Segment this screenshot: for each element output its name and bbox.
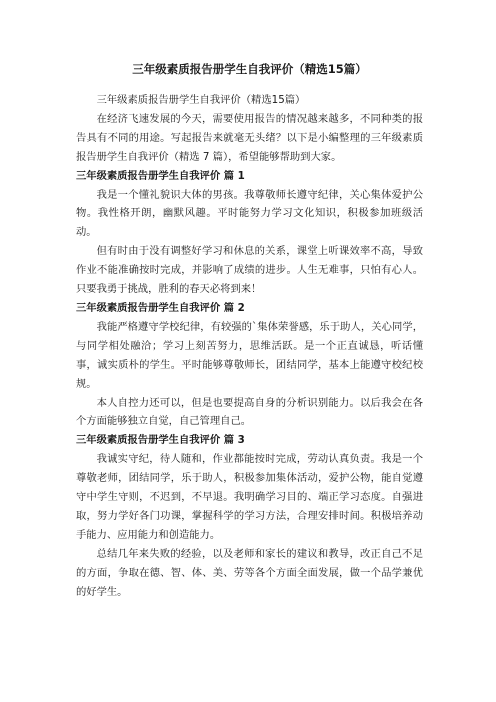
section-1-paragraph-2: 但有时由于没有调整好学习和休息的关系，课堂上听课效率不高，导致作业不能准确按时完成，并影响了成绩的进步。人生无难事，只怕有心人。只要我勇于挑战，胜利的春天必将到来！ — [76, 245, 423, 296]
section-3-paragraph-2: 总结几年来失败的经验，以及老师和家长的建议和教导，改正自己不足的方面，争取在德、智、体、美、劳等各个方面全面发展，做一个品学兼优的好学生。 — [76, 547, 423, 598]
document-page — [76, 62, 423, 601]
intro-paragraph: 在经济飞速发展的今天，需要使用报告的情况越来越多，不同种类的报告具有不同的用途。写起报告来就毫无头绪？以下是小编整理的三年级素质报告册学生自我评价（精选 7 篇），希望能够帮助到大家。 — [76, 112, 423, 163]
section-2-paragraph-1: 我能严格遵守学校纪律，有较强的`集体荣誉感，乐于助人，关心同学，与同学相处融洽；学习上刻苦努力，思维活跃。是一个正直诚恳，听话懂事，诚实质朴的学生。平时能够尊敬师长，团结同学，基本上能遵守校纪校规。 — [76, 320, 423, 390]
section-2-paragraph-2: 本人自控力还可以，但是也要提高自身的分析识别能力。以后我会在各个方面能够独立自觉，自己管理自己。 — [76, 396, 423, 428]
section-3-paragraph-1: 我诚实守纪，待人随和，作业都能按时完成，劳动认真负责。我是一个尊敬老师，团结同学，乐于助人，积极参加集体活动，爱护公物，能自觉遵守中学生守则，不迟到，不早退。我明确学习目的、端正学习态度。自强进取，努力学好各门功课，掌握科学的学习方法，合理安排时间。积极培养动手能力、应用能力和创造能力。 — [76, 453, 423, 541]
section-1-paragraph-1: 我是一个懂礼貌识大体的男孩。我尊敬师长遵守纪律，关心集体爱护公物。我性格开朗，幽默风趣。平时能努力学习文化知识，积极参加班级活动。 — [76, 188, 423, 239]
section-heading-2: 三年级素质报告册学生自我评价 篇 2 — [76, 301, 245, 314]
document-subtitle: 三年级素质报告册学生自我评价（精选15篇） — [96, 94, 306, 106]
document-title: 三年级素质报告册学生自我评价（精选15篇） — [132, 62, 367, 76]
section-heading-3: 三年级素质报告册学生自我评价 篇 3 — [76, 434, 245, 447]
section-heading-1: 三年级素质报告册学生自我评价 篇 1 — [76, 169, 245, 182]
